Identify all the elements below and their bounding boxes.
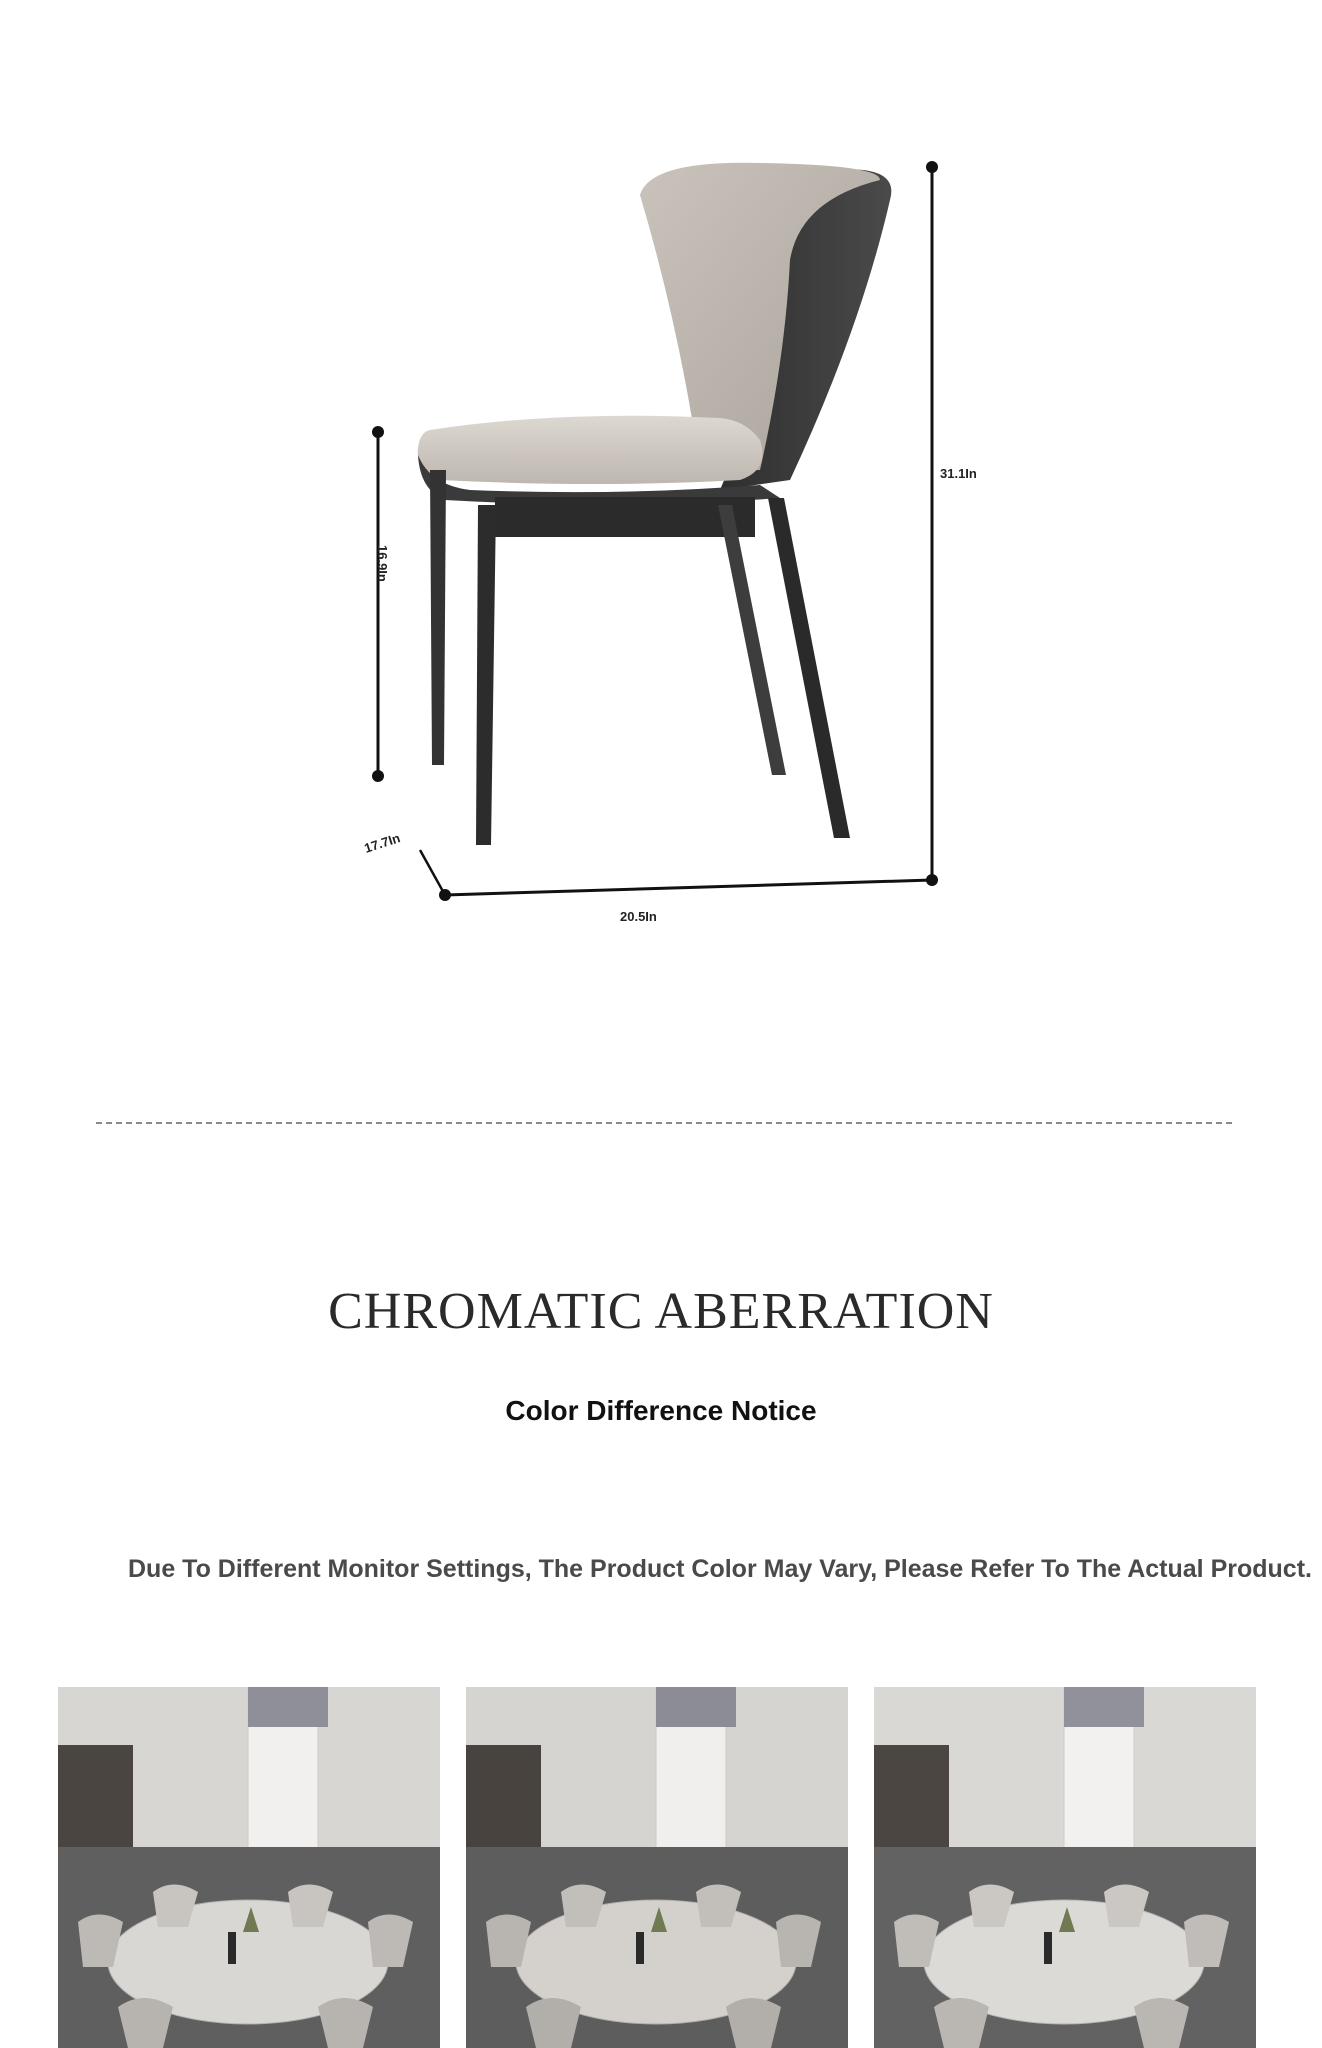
seat-top: [418, 416, 763, 484]
section-subtitle: Color Difference Notice: [505, 1395, 817, 1426]
room-photo-2: [466, 1687, 848, 2048]
seat-height-label: 16.9In: [375, 545, 390, 582]
height-label: 31.1In: [940, 466, 977, 481]
leg-back-right: [718, 505, 786, 775]
room-photo-1: [58, 1687, 440, 2048]
dining-room-image: [466, 1687, 848, 2048]
section-title: CHROMATIC ABERRATION: [328, 1283, 994, 1340]
dining-room-image: [58, 1687, 440, 2048]
color-sample-photos: [58, 1687, 1258, 2048]
color-notice-text: Due To Different Monitor Settings, The Product Color May Vary, Please Refer To The Actual Product.: [128, 1555, 1312, 1583]
seat-apron: [495, 497, 755, 537]
leg-front-left: [476, 505, 496, 845]
dashed-divider: [96, 1122, 1232, 1124]
chair-illustration: [300, 130, 1020, 960]
depth-label: 17.7In: [362, 830, 402, 856]
dining-room-image: [874, 1687, 1256, 2048]
room-photo-3: [874, 1687, 1256, 2048]
leg-back-left: [430, 470, 446, 765]
chair-dimension-figure: [300, 130, 1020, 960]
width-label: 20.5In: [620, 909, 657, 924]
leg-front-right: [768, 498, 850, 838]
